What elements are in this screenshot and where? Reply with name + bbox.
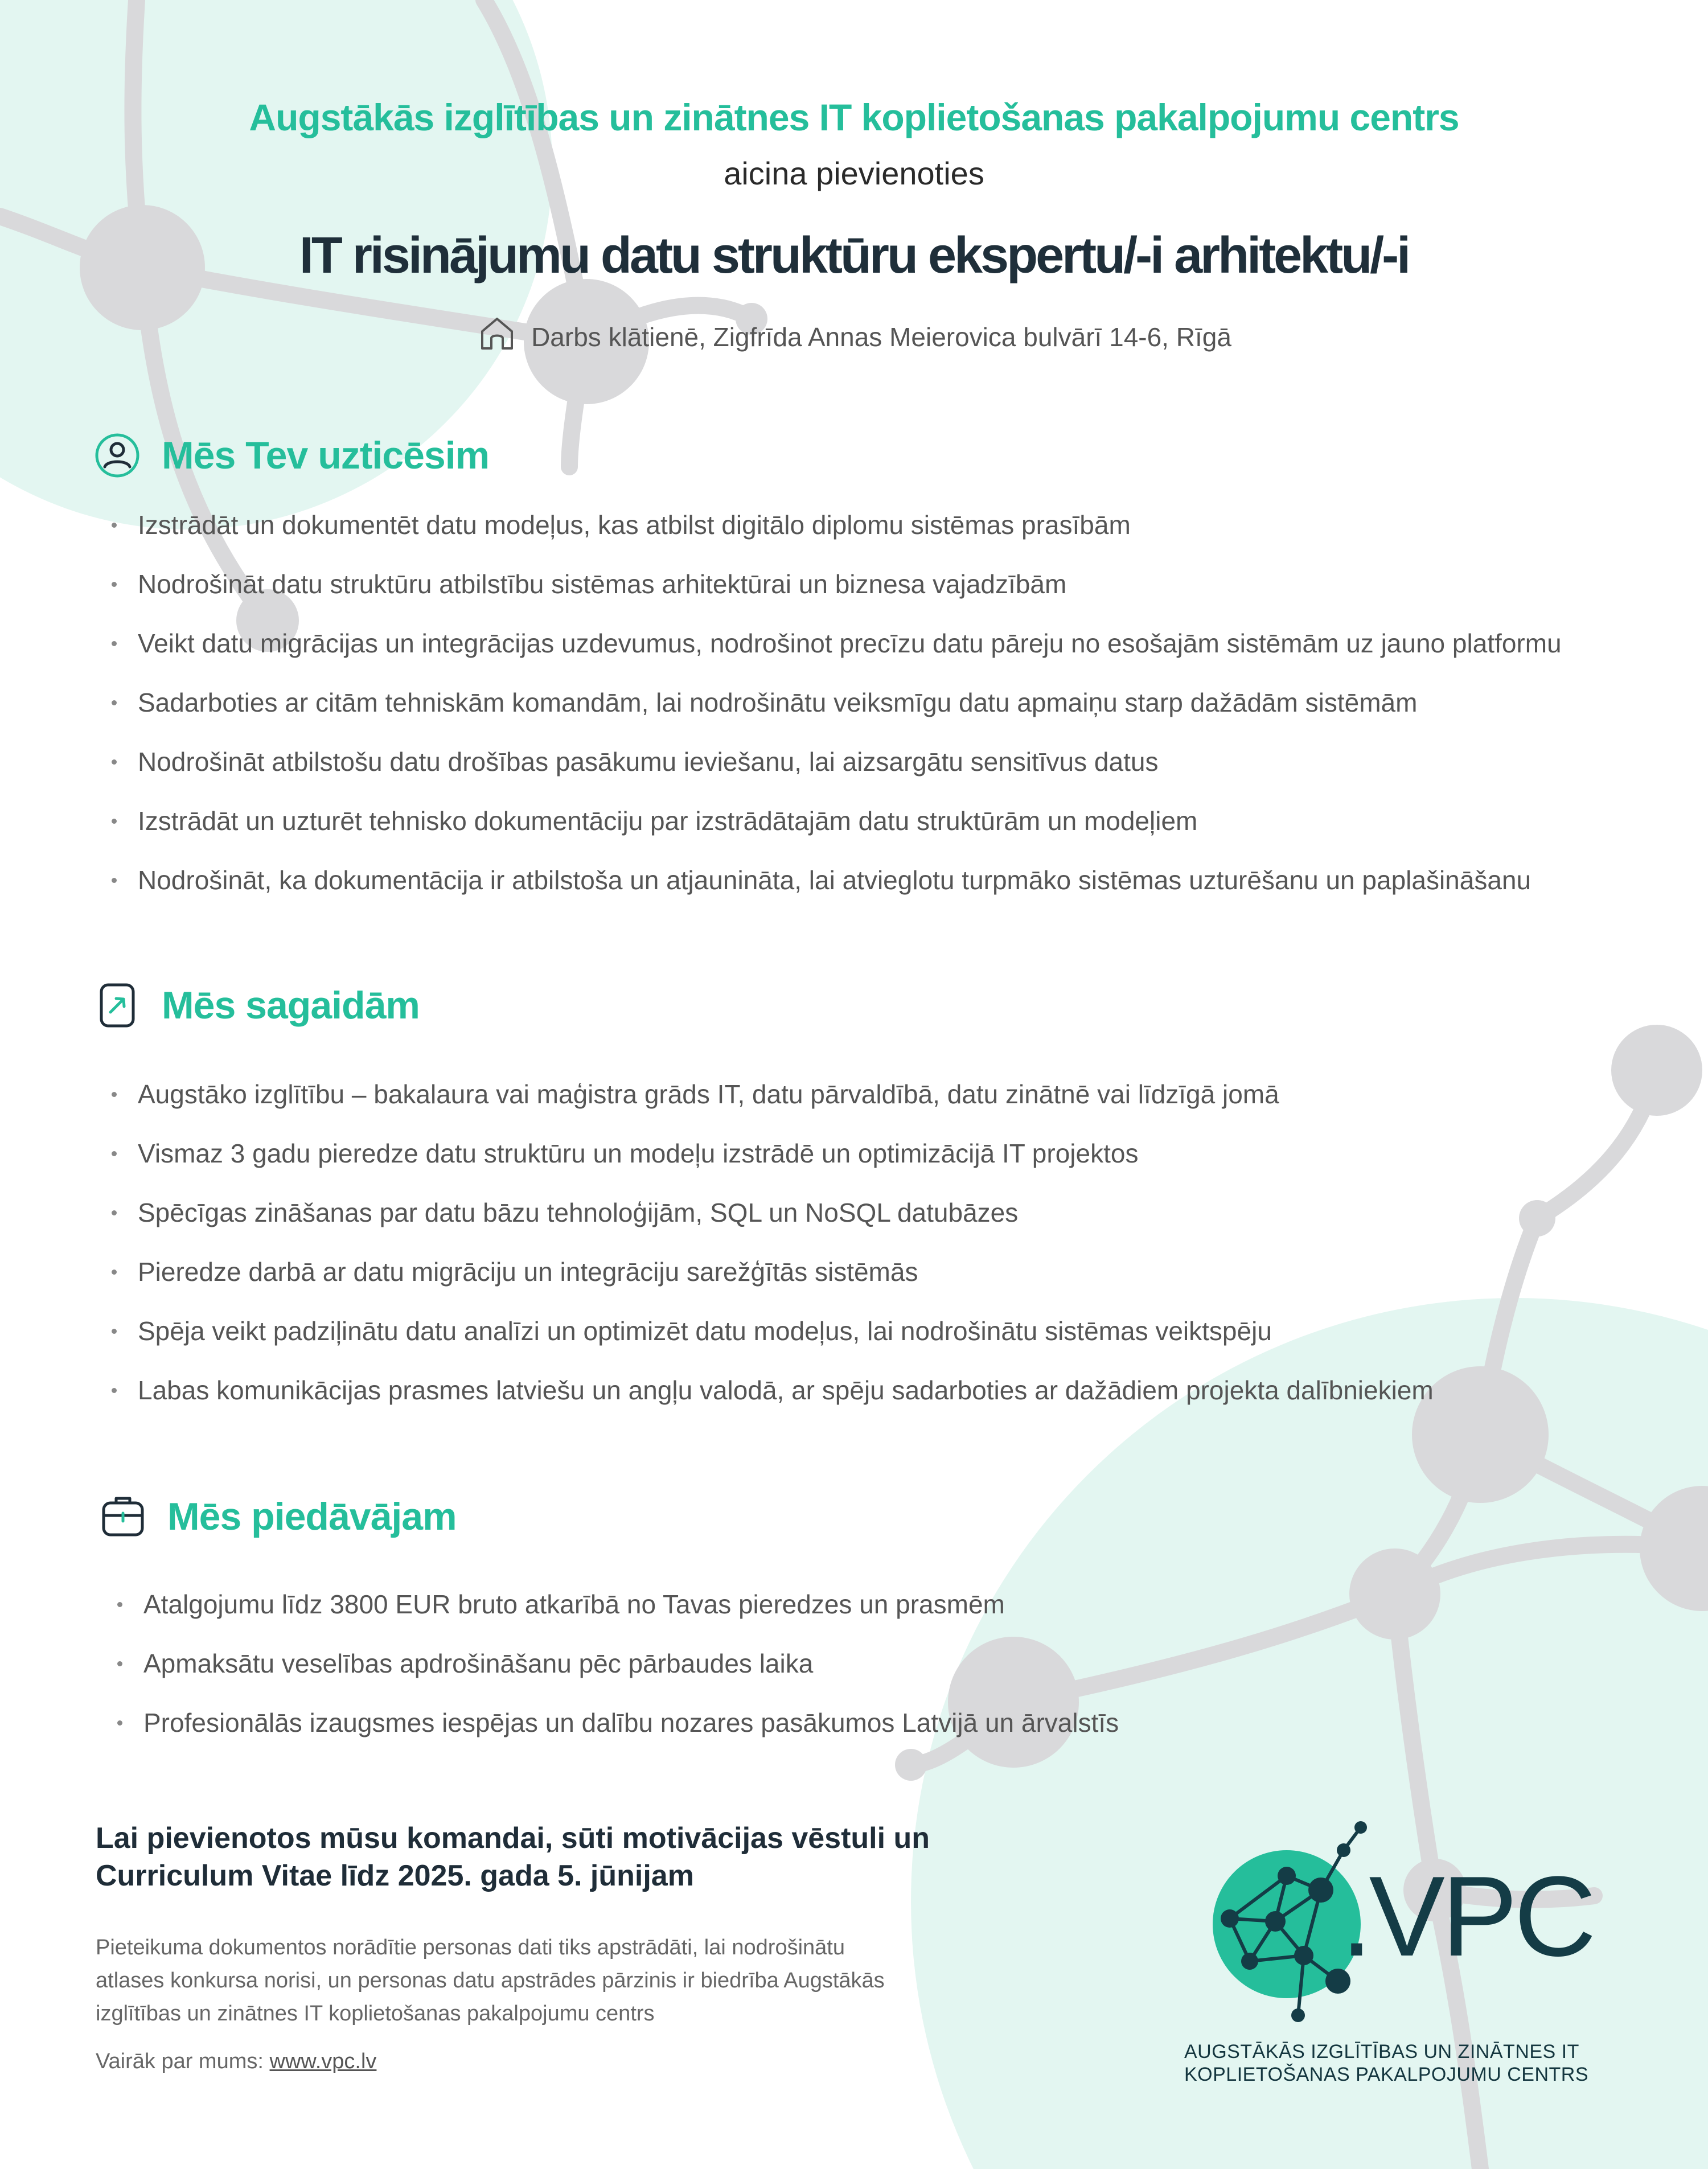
cta-line-2: Curriculum Vitae līdz 2025. gada 5. jūnijam [96, 1859, 694, 1892]
privacy-note [96, 1931, 927, 2030]
vpc-logo [1190, 1810, 1611, 2027]
trust-list [112, 508, 1562, 922]
job-title: IT risinājumu datu struktūru ekspertu/-i arhitektu/-i [299, 227, 1409, 284]
invite-text: aicina pievienoties [724, 155, 984, 191]
list-item: Pieredze darbā ar datu migrāciju un integrāciju sarežģītās sistēmās [112, 1255, 1434, 1314]
website-link[interactable]: www.vpc.lv [269, 2049, 377, 2073]
list-item: Vismaz 3 gadu pieredze datu struktūru un modeļu izstrādē un optimizācijā IT projektos [112, 1136, 1434, 1196]
list-item: Nodrošināt, ka dokumentācija ir atbilstoša un atjaunināta, lai atvieglotu turpmāko sistēmas uzturēšanu un paplašināšanu [112, 863, 1562, 922]
list-item: Nodrošināt datu struktūru atbilstību sistēmas arhitektūrai un biznesa vajadzībām [112, 567, 1562, 626]
privacy-line-1: Pieteikuma dokumentos norādītie personas dati tiks apstrādāti, lai nodrošinātu [96, 1936, 845, 1960]
organization-title: Augstākās izglītības un zinātnes IT koplietošanas pakalpojumu centrs [249, 96, 1459, 138]
section-header-offer [99, 1493, 457, 1541]
section-title-trust: Mēs Tev uzticēsim [162, 434, 490, 477]
list-item: Veikt datu migrācijas un integrācijas uzdevumus, nodrošinot precīzu datu pāreju no esošajām sistēmām uz jauno platformu [112, 626, 1562, 685]
list-item: Sadarboties ar citām tehniskām komandām, lai nodrošinātu veiksmīgu datu apmaiņu starp dažādām sistēmām [112, 685, 1562, 745]
section-header-trust [93, 432, 489, 479]
privacy-line-3: izglītības un zinātnes IT koplietošanas pakalpojumu centrs [96, 2002, 655, 2026]
more-label: Vairāk par mums: [96, 2049, 264, 2073]
user-circle-icon [93, 432, 141, 479]
offer-list [117, 1587, 1119, 1765]
logo-tagline-line-2: KOPLIETOŠANAS PAKALPOJUMU CENTRS [1184, 2064, 1589, 2085]
list-item: Apmaksātu veselības apdrošināšanu pēc pārbaudes laika [117, 1646, 1119, 1706]
location-row [0, 313, 1708, 360]
list-item: Profesionālās izaugsmes iespējas un dalību nozares pasākumos Latvijā un ārvalstīs [117, 1706, 1119, 1765]
list-item: Augstāko izglītību – bakalaura vai maģistra grāds IT, datu pārvaldībā, datu zinātnē vai līdzīgā jomā [112, 1077, 1434, 1136]
call-to-action [96, 1819, 1007, 1895]
list-item: Izstrādāt un uzturēt tehnisko dokumentāciju par izstrādātajām datu struktūrām un modeļiem [112, 804, 1562, 863]
trend-icon [93, 981, 141, 1029]
list-item: Spēcīgas zināšanas par datu bāzu tehnoloģijām, SQL un NoSQL datubāzes [112, 1196, 1434, 1255]
list-item: Nodrošināt atbilstošu datu drošības pasākumu ieviešanu, lai aizsargātu sensitīvus datus [112, 745, 1562, 804]
home-icon [477, 313, 518, 360]
privacy-line-2: atlases konkursa norisi, un personas datu apstrādes pārzinis ir biedrība Augstākās [96, 1969, 885, 1993]
location-text: Darbs klātienē, Zigfrīda Annas Meierovica bulvārī 14-6, Rīgā [531, 322, 1231, 352]
expect-list [112, 1077, 1434, 1432]
more-info [96, 2049, 376, 2074]
section-header-expect [93, 981, 420, 1029]
section-title-offer: Mēs piedāvājam [167, 1495, 457, 1538]
cta-line-1: Lai pievienotos mūsu komandai, sūti motivācijas vēstuli un [96, 1822, 930, 1855]
list-item: Spēja veikt padziļinātu datu analīzi un optimizēt datu modeļus, lai nodrošinātu sistēmas veiktspēju [112, 1314, 1434, 1373]
list-item: Izstrādāt un dokumentēt datu modeļus, kas atbilst digitālo diplomu sistēmas prasībām [112, 508, 1562, 567]
logo-tagline [1184, 2040, 1589, 2086]
logo-mark: .VPC [1341, 1853, 1593, 1980]
list-item: Labas komunikācijas prasmes latviešu un angļu valodā, ar spēju sadarboties ar dažādiem projekta dalībniekiem [112, 1373, 1434, 1432]
list-item: Atalgojumu līdz 3800 EUR bruto atkarībā no Tavas pieredzes un prasmēm [117, 1587, 1119, 1646]
section-title-expect: Mēs sagaidām [162, 984, 420, 1027]
toolbox-icon [99, 1493, 147, 1541]
logo-tagline-line-1: AUGSTĀKĀS IZGLĪTĪBAS UN ZINĀTNES IT [1184, 2041, 1579, 2063]
